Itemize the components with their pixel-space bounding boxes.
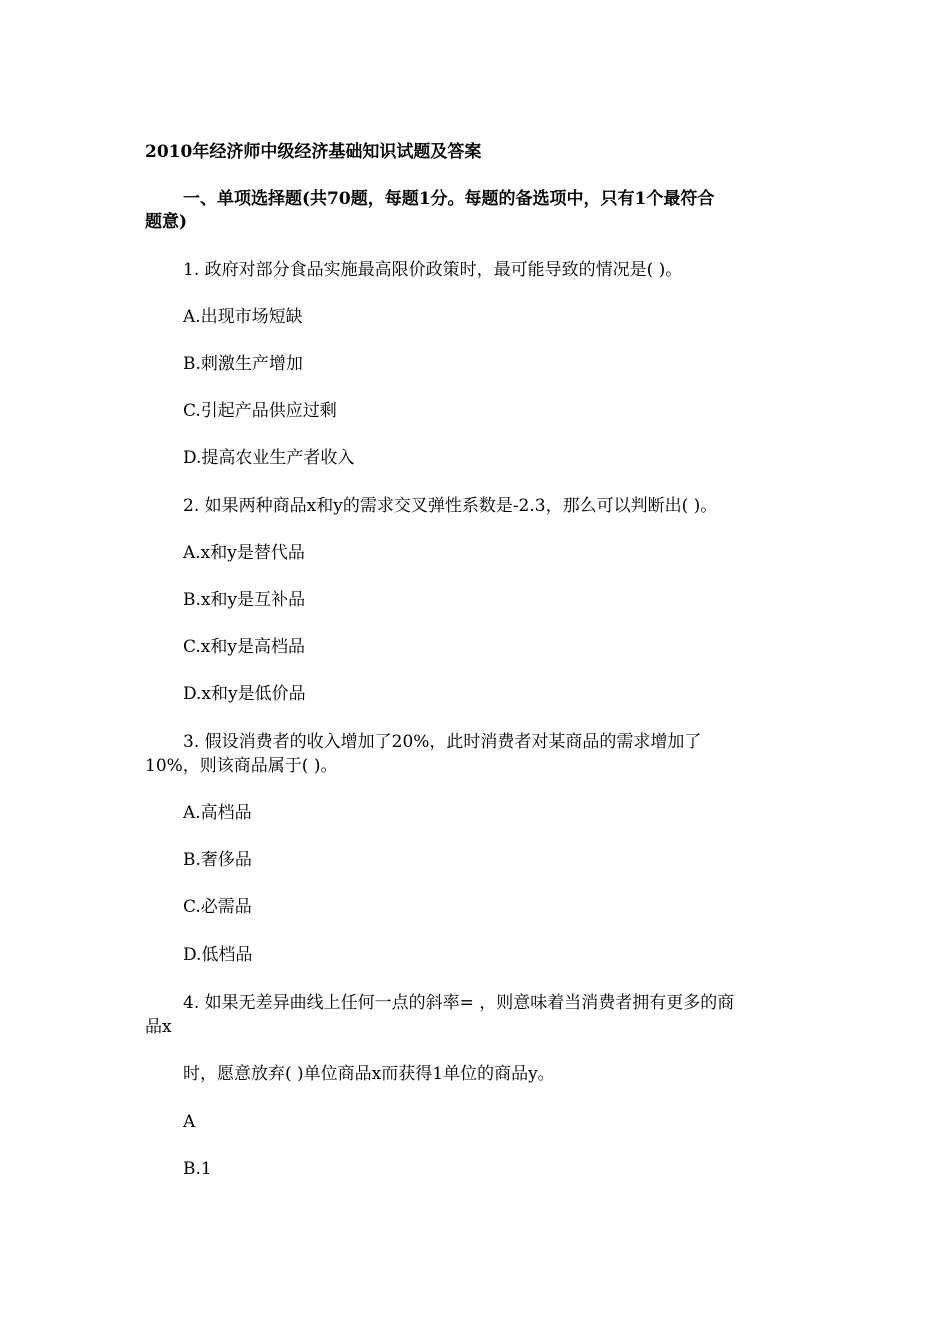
question-1-option-d: D.提高农业生产者收入	[183, 448, 355, 468]
question-4-option-a: A	[183, 1112, 196, 1132]
question-3-stem-line-2: 10%，则该商品属于( )。	[145, 756, 338, 776]
question-2-option-a: A.x和y是替代品	[183, 543, 305, 563]
question-2-option-d: D.x和y是低价品	[183, 684, 306, 704]
question-2-stem: 2. 如果两种商品x和y的需求交叉弹性系数是-2.3，那么可以判断出( )。	[183, 496, 718, 516]
question-1-option-c: C.引起产品供应过剩	[183, 401, 337, 421]
question-3-option-b: B.奢侈品	[183, 850, 252, 870]
question-1-option-a: A.出现市场短缺	[183, 307, 303, 327]
question-1-stem: 1. 政府对部分食品实施最高限价政策时，最可能导致的情况是( )。	[183, 260, 683, 280]
question-2-option-c: C.x和y是高档品	[183, 637, 305, 657]
question-4-option-b: B.1	[183, 1159, 212, 1179]
section-heading-line-2: 题意)	[145, 212, 188, 232]
question-4-stem-line-3: 时，愿意放弃( )单位商品x而获得1单位的商品y。	[183, 1064, 555, 1084]
question-3-option-d: D.低档品	[183, 945, 253, 965]
document-title: 2010年经济师中级经济基础知识试题及答案	[145, 142, 482, 162]
question-3-option-c: C.必需品	[183, 897, 252, 917]
question-1-option-b: B.刺激生产增加	[183, 354, 303, 374]
question-4-stem-line-2: 品x	[145, 1017, 172, 1037]
question-3-stem-line-1: 3. 假设消费者的收入增加了20%，此时消费者对某商品的需求增加了	[183, 732, 702, 752]
question-4-stem-line-1: 4. 如果无差异曲线上任何一点的斜率= ，则意味着当消费者拥有更多的商	[183, 993, 735, 1013]
question-2-option-b: B.x和y是互补品	[183, 590, 306, 610]
question-3-option-a: A.高档品	[183, 803, 252, 823]
section-heading-line-1: 一、单项选择题(共70题，每题1分。每题的备选项中，只有1个最符合	[183, 189, 715, 209]
